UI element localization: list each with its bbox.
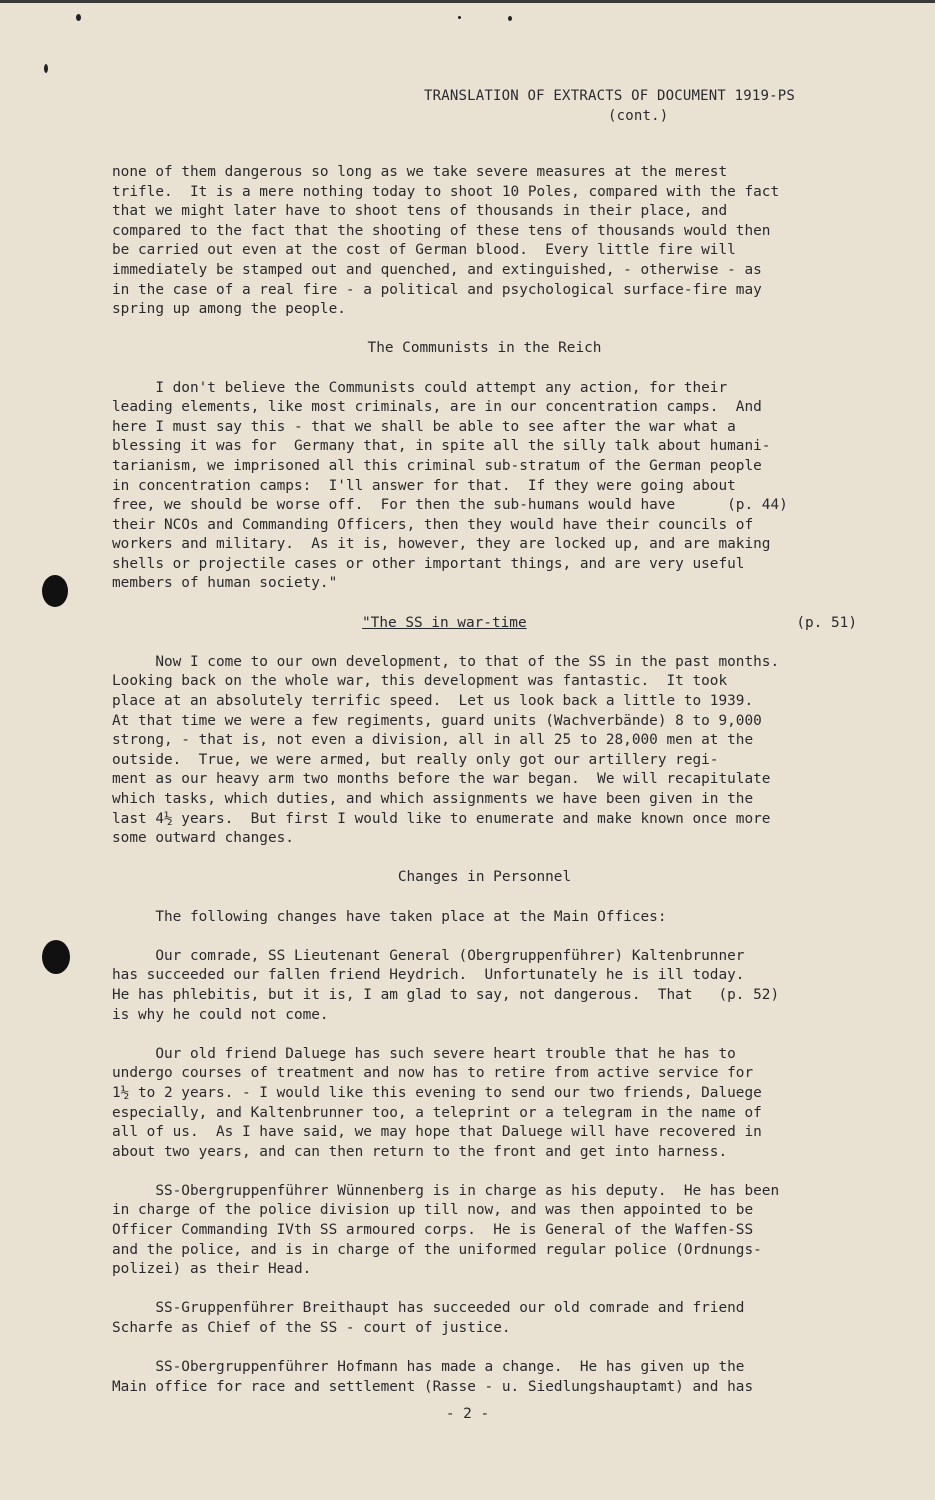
text-line: spring up among the people.	[112, 301, 346, 318]
text-line: tarianism, we imprisoned all this criminal sub-stratum of the German people	[112, 457, 762, 474]
text-line: leading elements, like most criminals, are in our concentration camps. And	[112, 399, 762, 416]
text-line: has succeeded our fallen friend Heydrich. Unfortunately he is ill today.	[112, 967, 745, 984]
text-line: Main office for race and settlement (Rasse - u. Siedlungshauptamt) and has	[112, 1378, 754, 1395]
text-line: Scharfe as Chief of the SS - court of justice.	[112, 1320, 511, 1337]
text-line: SS-Obergruppenführer Wünnenberg is in charge as his deputy. He has been	[112, 1182, 780, 1199]
text-line: Now I come to our own development, to that of the SS in the past months.	[112, 653, 780, 670]
text-line: Our comrade, SS Lieutenant General (Obergruppenführer) Kaltenbrunner	[112, 947, 745, 964]
page-reference: (p. 51)	[796, 614, 857, 631]
ink-speck	[508, 16, 512, 21]
text-line: workers and military. As it is, however, they are locked up, and are making	[112, 536, 771, 553]
text-line: polizei) as their Head.	[112, 1261, 312, 1278]
text-line: I don't believe the Communists could attempt any action, for their	[112, 379, 728, 396]
text-line: in charge of the police division up till now, and was then appointed to be	[112, 1202, 754, 1219]
text-line: all of us. As I have said, we may hope that Daluege will have recovered in	[112, 1124, 762, 1141]
ink-speck	[76, 14, 81, 21]
text-line: Looking back on the whole war, this development was fantastic. It took	[112, 673, 728, 690]
text-line: 1½ to 2 years. - I would like this evening to send our two friends, Daluege	[112, 1084, 762, 1101]
breithaupt-paragraph	[112, 1299, 857, 1338]
text-line: be carried out even at the cost of German blood. Every little fire will	[112, 242, 736, 259]
text-line: trifle. It is a mere nothing today to shoot 10 Poles, compared with the fact	[112, 183, 780, 200]
text-line: none of them dangerous so long as we take severe measures at the merest	[112, 164, 728, 180]
section-heading-personnel: Changes in Personnel	[397, 869, 572, 886]
text-line: SS-Obergruppenführer Hofmann has made a change. He has given up the	[112, 1359, 745, 1376]
document-header	[420, 86, 860, 126]
text-line: some outward changes.	[112, 830, 294, 847]
document-subtitle: (cont.)	[608, 108, 669, 124]
text-line: shells or projectile cases or other important things, and are very useful	[112, 555, 745, 572]
personnel-intro	[112, 908, 857, 928]
text-line: Officer Commanding IVth SS armoured corps. He is General of the Waffen-SS	[112, 1222, 754, 1239]
text-line: members of human society."	[112, 575, 338, 592]
punch-hole	[42, 575, 68, 607]
wunnenberg-paragraph	[112, 1182, 857, 1280]
text-line: that we might later have to shoot tens of thousands in their place, and	[112, 203, 728, 220]
text-line: The following changes have taken place at the Main Offices:	[112, 908, 667, 925]
text-line: ment as our heavy arm two months before the war began. We will recapitulate	[112, 771, 771, 788]
text-line: compared to the fact that the shooting of these tens of thousands would then	[112, 222, 771, 239]
text-line: SS-Gruppenführer Breithaupt has succeeded our old comrade and friend	[112, 1300, 745, 1317]
text-line: in concentration camps: I'll answer for that. If they were going about	[112, 477, 736, 494]
text-line: immediately be stamped out and quenched, and extinguished, - otherwise - as	[112, 261, 762, 278]
text-line: here I must say this - that we shall be able to see after the war what a	[112, 418, 736, 435]
document-title: TRANSLATION OF EXTRACTS OF DOCUMENT 1919-PS	[424, 88, 796, 104]
text-line: place at an absolutely terrific speed. Let us look back a little to 1939.	[112, 693, 754, 710]
hofmann-paragraph	[112, 1358, 857, 1397]
text-line: outside. True, we were armed, but really only got our artillery regi-	[112, 751, 719, 768]
document-body	[112, 163, 857, 1397]
text-line: Our old friend Daluege has such severe heart trouble that he has to	[112, 1045, 736, 1062]
section-heading-communists: The Communists in the Reich	[367, 340, 602, 357]
communists-paragraph	[112, 379, 857, 595]
text-line: undergo courses of treatment and now has to retire from active service for	[112, 1065, 754, 1082]
punch-hole	[42, 940, 70, 974]
ink-speck	[458, 16, 461, 19]
ink-speck	[44, 64, 48, 73]
text-line: in the case of a real fire - a political and psychological surface-fire may	[112, 281, 762, 298]
section-heading-row-ss	[112, 614, 857, 634]
text-line: At that time we were a few regiments, guard units (Wachverbände) 8 to 9,000	[112, 712, 762, 729]
page-number: - 2 -	[445, 1406, 490, 1422]
text-line: especially, and Kaltenbrunner too, a teleprint or a telegram in the name of	[112, 1104, 762, 1121]
text-line: about two years, and can then return to the front and get into harness.	[112, 1143, 728, 1160]
daluege-paragraph	[112, 1045, 857, 1163]
text-line: last 4½ years. But first I would like to enumerate and make known once more	[112, 810, 771, 827]
ss-paragraph	[112, 653, 857, 849]
text-line: He has phlebitis, but it is, I am glad to say, not dangerous. That (p. 52)	[112, 986, 780, 1003]
text-line: is why he could not come.	[112, 1006, 329, 1023]
text-line: blessing it was for Germany that, in spite all the silly talk about humani-	[112, 438, 771, 455]
kaltenbrunner-paragraph	[112, 947, 857, 1025]
text-line: their NCOs and Commanding Officers, then they would have their councils of	[112, 516, 754, 533]
scan-top-edge	[0, 0, 935, 3]
section-heading-ss-war-time: "The SS in war-time	[362, 614, 527, 631]
intro-paragraph	[112, 163, 857, 320]
text-line: and the police, and is in charge of the uniformed regular police (Ordnungs-	[112, 1241, 762, 1258]
text-line: which tasks, which duties, and which assignments we have been given in the	[112, 791, 754, 807]
text-line: free, we should be worse off. For then the sub-humans would have (p. 44)	[112, 497, 788, 514]
text-line: strong, - that is, not even a division, all in all 25 to 28,000 men at the	[112, 732, 754, 749]
